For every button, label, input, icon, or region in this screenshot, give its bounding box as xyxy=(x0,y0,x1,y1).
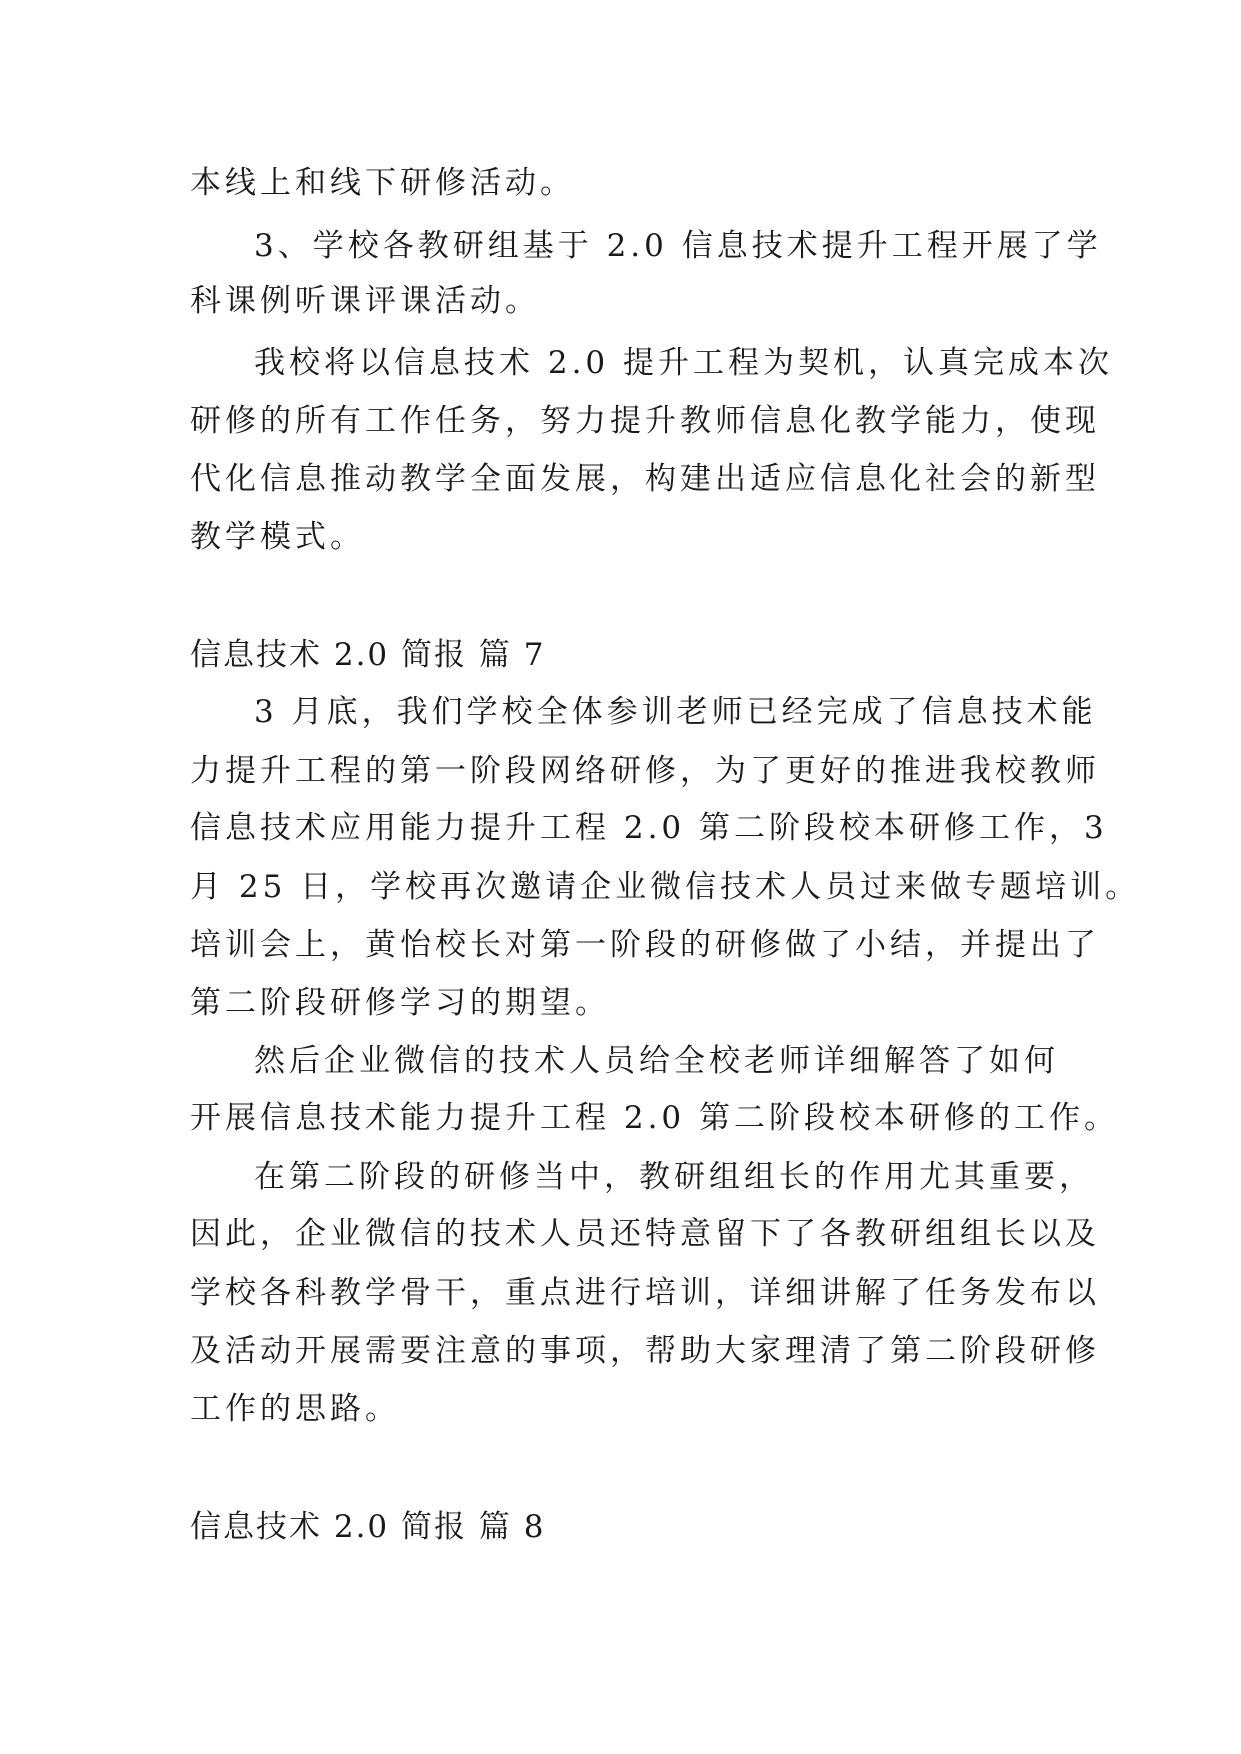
paragraph-line: 教学模式。 xyxy=(190,519,365,555)
paragraph-line: 学校各科教学骨干，重点进行培训，详细讲解了任务发布以 xyxy=(190,1275,1100,1311)
paragraph-line: 开展信息技术能力提升工程 2.0 第二阶段校本研修的工作。 xyxy=(190,1100,1120,1136)
paragraph-line: 然后企业微信的技术人员给全校老师详细解答了如何 xyxy=(254,1043,1059,1079)
paragraph-line: 月 25 日，学校再次邀请企业微信技术人员过来做专题培训。 xyxy=(190,869,1141,905)
paragraph-line: 因此，企业微信的技术人员还特意留下了各教研组组长以及 xyxy=(190,1216,1100,1252)
paragraph-line: 本线上和线下研修活动。 xyxy=(190,165,575,201)
section-heading: 信息技术 2.0 简报 篇 8 xyxy=(190,1509,546,1545)
paragraph-line: 代化信息推动教学全面发展，构建出适应信息化社会的新型 xyxy=(190,461,1100,497)
paragraph-line: 力提升工程的第一阶段网络研修，为了更好的推进我校教师 xyxy=(190,753,1100,789)
paragraph-line: 3 月底，我们学校全体参训老师已经完成了信息技术能 xyxy=(254,694,1097,730)
section-heading: 信息技术 2.0 简报 篇 7 xyxy=(190,637,546,673)
paragraph-line: 第二阶段研修学习的期望。 xyxy=(190,985,610,1021)
paragraph-line: 3、学校各教研组基于 2.0 信息技术提升工程开展了学 xyxy=(254,228,1102,264)
paragraph-line: 及活动开展需要注意的事项，帮助大家理清了第二阶段研修 xyxy=(190,1333,1100,1369)
paragraph-line: 科课例听课评课活动。 xyxy=(190,283,540,319)
paragraph-line: 研修的所有工作任务，努力提升教师信息化教学能力，使现 xyxy=(190,403,1100,439)
paragraph-line: 培训会上，黄怡校长对第一阶段的研修做了小结，并提出了 xyxy=(190,927,1100,963)
paragraph-line: 在第二阶段的研修当中，教研组组长的作用尤其重要， xyxy=(254,1159,1094,1195)
paragraph-line: 我校将以信息技术 2.0 提升工程为契机，认真完成本次 xyxy=(254,345,1114,381)
paragraph-line: 工作的思路。 xyxy=(190,1391,400,1427)
paragraph-line: 信息技术应用能力提升工程 2.0 第二阶段校本研修工作，3 xyxy=(190,810,1108,846)
